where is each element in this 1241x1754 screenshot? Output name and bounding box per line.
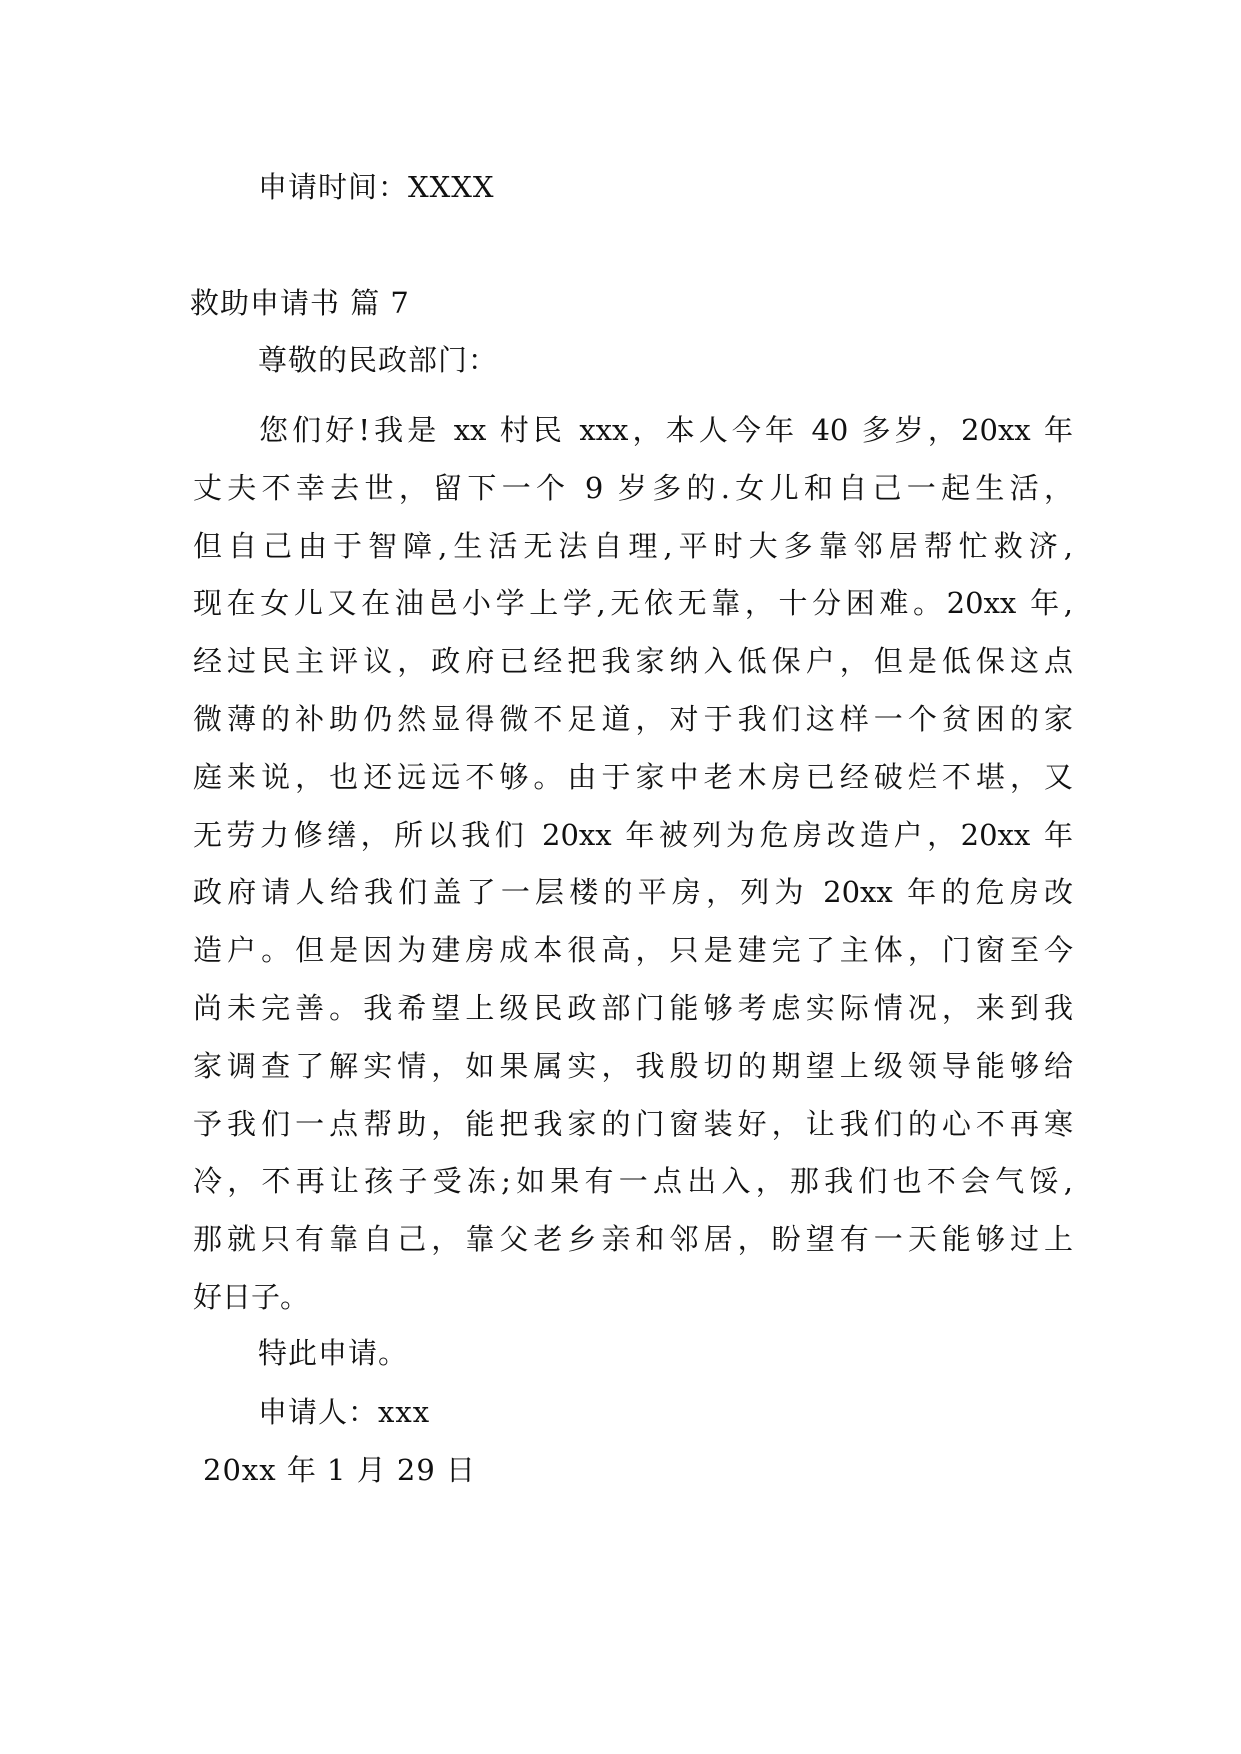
body-line: 现在女儿又在油邑小学上学,无依无靠，十分困难。20xx 年, bbox=[193, 586, 1073, 621]
body-line: 微薄的补助仍然显得微不足道，对于我们这样一个贫困的家 bbox=[193, 701, 1073, 736]
section-title: 救助申请书 篇 7 bbox=[190, 286, 410, 320]
closing-line: 特此申请。 bbox=[258, 1336, 409, 1370]
body-line: 尚未完善。我希望上级民政部门能够考虑实际情况，来到我 bbox=[193, 990, 1073, 1025]
body-line: 家调查了解实情，如果属实，我殷切的期望上级领导能够给 bbox=[193, 1048, 1073, 1083]
body-line: 好日子。 bbox=[193, 1279, 310, 1314]
applicant-line: 申请人：xxx bbox=[258, 1395, 431, 1429]
body-line: 冷，不再让孩子受冻;如果有一点出入，那我们也不会气馁, bbox=[193, 1164, 1073, 1199]
body-line: 那就只有靠自己，靠父老乡亲和邻居，盼望有一天能够过上 bbox=[193, 1222, 1073, 1257]
body-line: 丈夫不幸去世，留下一个 9 岁多的.女儿和自己一起生活， bbox=[193, 470, 1073, 505]
body-line: 予我们一点帮助，能把我家的门窗装好，让我们的心不再寒 bbox=[193, 1106, 1073, 1141]
letter-body bbox=[193, 402, 1073, 1327]
body-line: 庭来说，也还远远不够。由于家中老木房已经破烂不堪，又 bbox=[193, 759, 1073, 794]
salutation: 尊敬的民政部门： bbox=[258, 343, 499, 377]
body-line: 政府请人给我们盖了一层楼的平房，列为 20xx 年的危房改 bbox=[193, 875, 1073, 910]
date-line: 20xx 年 1 月 29 日 bbox=[203, 1453, 477, 1487]
body-line: 造户。但是因为建房成本很高，只是建完了主体，门窗至今 bbox=[193, 933, 1073, 968]
body-line: 经过民主评议，政府已经把我家纳入低保户，但是低保这点 bbox=[193, 644, 1073, 679]
body-line: 但自己由于智障,生活无法自理,平时大多靠邻居帮忙救济, bbox=[193, 528, 1073, 563]
apply-time-line: 申请时间：XXXX bbox=[258, 170, 495, 204]
body-line: 您们好!我是 xx 村民 xxx，本人今年 40 多岁，20xx 年 bbox=[259, 413, 1073, 447]
body-line: 无劳力修缮，所以我们 20xx 年被列为危房改造户，20xx 年 bbox=[193, 817, 1073, 852]
